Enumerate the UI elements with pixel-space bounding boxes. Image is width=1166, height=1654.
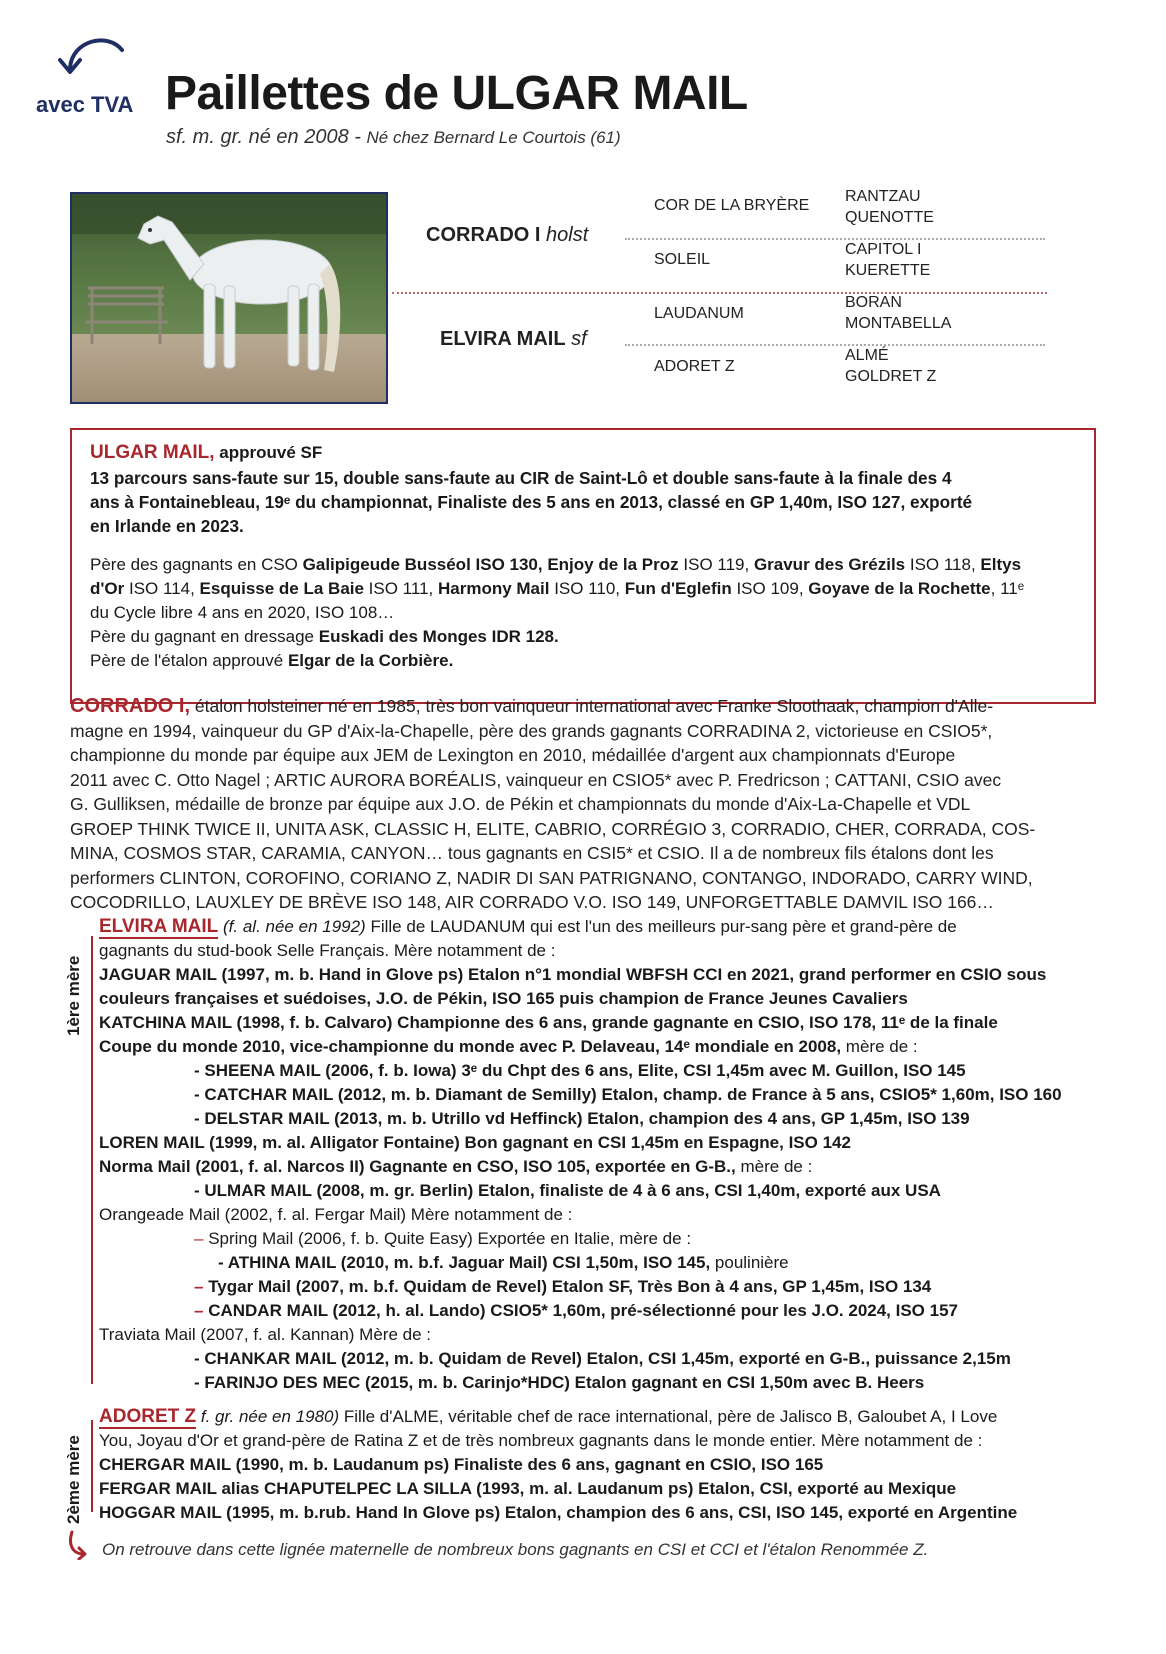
grandparent-4: ADORET Z: [654, 358, 735, 375]
offspring-traviata-mail: Traviata Mail (2007, f. al. Kannan) Mère de :: [99, 1325, 431, 1344]
offspring-katchina-mail-cont: [99, 1035, 918, 1060]
text: Norma Mail (2001, f. al. Narcos II) Gagnante en CSO, ISO 105, exportée en G-B.,: [99, 1157, 736, 1176]
pedigree-sire: [426, 224, 588, 247]
text: Galipigeude Busséol ISO 130, Enjoy de la Proz: [302, 555, 679, 574]
grand-offspring-catchar-mail: - CATCHAR MAIL (2012, m. b. Diamant de Semilly) Etalon, champ. de France à 5 ans, CSIO5* 1,60m, ISO 160: [194, 1085, 1062, 1104]
grand-offspring-chankar-mail: - CHANKAR MAIL (2012, m. b. Quidam de Revel) Etalon, CSI 1,45m, exporté en G-B., puissance 2,15m: [194, 1349, 1011, 1368]
subtitle-main: sf. m. gr. né en 2008 -: [166, 126, 361, 148]
first-dam-bar: [91, 936, 93, 1384]
text: MINA, COSMOS STAR, CARAMIA, CANYON… tous gagnants en CSI5* et CSIO. Il a de nombreux fils étalons dont les: [70, 843, 994, 863]
text: Elgar de la Corbière.: [287, 651, 454, 670]
first-dam-label: 1ère mère: [64, 955, 83, 1036]
box-name: ULGAR MAIL,: [90, 442, 215, 463]
grand-offspring-tygar-mail: – Tygar Mail (2007, m. b.f. Quidam de Revel) Etalon SF, Très Bon à 4 ans, GP 1,45m, ISO 134: [194, 1277, 932, 1296]
box-offspring-line: [90, 577, 1024, 601]
text: mère de :: [735, 1157, 813, 1176]
curved-arrow-icon: [66, 1530, 94, 1560]
box-performance-line: ans à Fontainebleau, 19ᵉ du championnat, Finaliste des 5 ans en 2013, classé en GP 1,40m, ISO 127, exporté: [90, 492, 973, 512]
sire-name: CORRADO I: [426, 224, 541, 246]
subtitle-breeder: Né chez Bernard Le Courtois (61): [366, 128, 621, 147]
great-grandparent-8: GOLDRET Z: [845, 368, 937, 385]
great-grandparent-6: MONTABELLA: [845, 315, 952, 332]
text: Fille d'ALME, véritable chef de race international, père de Jalisco B, Galoubet A, I Love: [343, 1407, 998, 1426]
text: - ATHINA MAIL (2010, m. b.f. Jaguar Mail) CSI 1,50m, ISO 145,: [218, 1253, 711, 1272]
text: G. Gulliksen, médaille de bronze par équipe aux J.O. de Pékin et championnats du monde d'Aix-La-Chapelle et VDL: [70, 794, 971, 814]
pedigree-divider: [625, 238, 1045, 240]
grand-offspring-candar-mail: – CANDAR MAIL (2012, h. al. Lando) CSIO5* 1,60m, pré-sélectionné pour les J.O. 2024, ISO 157: [194, 1301, 958, 1320]
grand-offspring-ulmar-mail: - ULMAR MAIL (2008, m. gr. Berlin) Etalon, finaliste de 4 à 6 ans, CSI 1,40m, exporté aux USA: [194, 1181, 941, 1200]
dam-name: ELVIRA MAIL: [440, 328, 566, 350]
offspring-jaguar-mail: JAGUAR MAIL (1997, m. b. Hand in Glove ps) Etalon n°1 mondial WBFSH CCI en 2021, grand performer en CSIO sous: [99, 965, 1047, 984]
grand-offspring-delstar-mail: - DELSTAR MAIL (2013, m. b. Utrillo vd Heffinck) Etalon, champion des 4 ans, GP 1,45m, ISO 139: [194, 1109, 970, 1128]
text: GROEP THINK TWICE II, UNITA ASK, CLASSIC H, ELITE, CABRIO, CORRÉGIO 3, CORRADIO, CHER, CORRADA, COS-: [70, 818, 1036, 839]
great-grandparent-7: ALMÉ: [845, 347, 889, 364]
text: poulinière: [710, 1253, 789, 1272]
text: ISO 111,: [363, 579, 438, 598]
grand-offspring-sheena-mail: - SHEENA MAIL (2006, f. b. Iowa) 3ᵉ du Chpt des 6 ans, Elite, CSI 1,45m avec M. Guillon, ISO 145: [194, 1061, 966, 1080]
second-dam-name: ADORET Z: [99, 1406, 197, 1427]
offspring-katchina-mail: KATCHINA MAIL (1998, f. b. Calvaro) Championne des 6 ans, grande gagnante en CSIO, ISO 178, 11ᵉ de la finale: [99, 1013, 998, 1032]
text: (f. al. née en 1992): [223, 917, 366, 936]
corrado-paragraph: [70, 694, 1096, 915]
offspring-hoggar-mail: HOGGAR MAIL (1995, m. b.rub. Hand In Glove ps) Etalon, champion des 6 ans, CSI, ISO 145, exporté en Argentine: [99, 1503, 1018, 1522]
offspring-jaguar-mail-cont: couleurs françaises et suédoises, J.O. de Pékin, ISO 165 puis champion de France Jeunes Cavaliers: [99, 989, 908, 1008]
first-dam-line: gagnants du stud-book Selle Français. Mère notamment de :: [99, 941, 556, 960]
box-stallion-line: [90, 649, 453, 673]
text: , 11ᵉ: [990, 579, 1025, 598]
text: f. gr. née en 1980): [200, 1407, 340, 1426]
text: Tygar Mail (2007, m. b.f. Quidam de Revel) Etalon SF, Très Bon à 4 ans, GP 1,45m, ISO 134: [208, 1277, 932, 1296]
box-performance-line: 13 parcours sans-faute sur 15, double sans-faute au CIR de Saint-Lô et double sans-faute à la finale des 4: [90, 468, 952, 488]
text: Spring Mail (2006, f. b. Quite Easy) Exportée en Italie, mère de :: [208, 1229, 692, 1248]
text: mère de :: [841, 1037, 918, 1056]
grand-offspring-farinjo-des-mec: - FARINJO DES MEC (2015, m. b. Carinjo*HDC) Etalon gagnant en CSI 1,50m avec B. Heers: [194, 1373, 925, 1392]
offspring-loren-mail: LOREN MAIL (1999, m. al. Alligator Fontaine) Bon gagnant en CSI 1,45m en Espagne, ISO 142: [99, 1133, 851, 1152]
great-grandparent-4: KUERETTE: [845, 262, 931, 279]
text: Harmony Mail: [437, 579, 550, 598]
second-dam-bar: [91, 1420, 93, 1512]
text: magne en 1994, vainqueur du GP d'Aix-la-Chapelle, père des grands gagnants CORRADINA 2, victorieuse en CSIO5*,: [70, 720, 993, 741]
grandparent-2: SOLEIL: [654, 251, 711, 268]
text: Coupe du monde 2010, vice-championne du monde avec P. Delaveau, 14ᵉ mondiale en 2008,: [99, 1037, 842, 1056]
text: étalon holsteiner né en 1985, très bon vainqueur international avec Franke Sloothaak, champion d'Alle-: [194, 696, 994, 716]
text: Esquisse de La Baie: [199, 579, 364, 598]
text: CANDAR MAIL (2012, h. al. Lando) CSIO5* 1,60m, pré-sélectionné pour les J.O. 2024, ISO 157: [208, 1301, 958, 1320]
sire-studbook: holst: [546, 224, 589, 246]
text: Gravur des Grézils: [753, 555, 906, 574]
text: Fille de LAUDANUM qui est l'un des meilleurs pur-sang père et grand-père de: [370, 917, 957, 936]
text: d'Or: [90, 579, 125, 598]
text: Eltys: [980, 555, 1022, 574]
page-title: Paillettes de ULGAR MAIL: [165, 67, 748, 120]
text: championne du monde par équipe aux JEM de Lexington en 2010, médaillée d'argent aux championnats d'Europe: [70, 745, 956, 765]
text: Euskadi des Monges IDR 128.: [318, 627, 559, 646]
text: Père des gagnants en CSO: [90, 555, 303, 574]
box-status: approuvé SF: [219, 443, 323, 462]
subtitle: [166, 126, 621, 149]
first-dam-name: ELVIRA MAIL: [99, 916, 219, 937]
great-grand-offspring-athina-mail: [218, 1251, 789, 1276]
text: ISO 118,: [905, 555, 981, 574]
text: ISO 119,: [678, 555, 754, 574]
horse-photo: [70, 192, 388, 404]
pedigree-divider-main: [392, 292, 1047, 294]
curved-arrow-icon: [58, 30, 130, 80]
box-offspring-line: [90, 553, 1021, 577]
box-dressage-line: [90, 625, 559, 649]
pedigree-divider: [625, 344, 1045, 346]
box-heading: [90, 441, 322, 465]
great-grandparent-1: RANTZAU: [845, 188, 921, 205]
text: Père du gagnant en dressage: [90, 627, 319, 646]
box-performance-line: en Irlande en 2023.: [90, 516, 244, 536]
offspring-orangeade-mail: Orangeade Mail (2002, f. al. Fergar Mail) Mère notamment de :: [99, 1205, 573, 1224]
pedigree-dam: [440, 328, 587, 351]
great-grandparent-2: QUENOTTE: [845, 209, 934, 226]
grand-offspring-spring-mail: – Spring Mail (2006, f. b. Quite Easy) Exportée en Italie, mère de :: [194, 1229, 692, 1248]
great-grandparent-5: BORAN: [845, 294, 902, 311]
text: COCODRILLO, LAUXLEY DE BRÈVE ISO 148, AIR CORRADO V.O. ISO 149, UNFORGETTABLE DAMVIL ISO 166…: [70, 892, 994, 912]
text: performers CLINTON, COROFINO, CORIANO Z, NADIR DI SAN PATRIGNANO, CONTANGO, INDORADO, CARRY WIND,: [70, 867, 1033, 888]
text: ISO 110,: [549, 579, 625, 598]
text: 2011 avec C. Otto Nagel ; ARTIC AURORA BORÉALIS, vainqueur en CSIO5* avec P. Fredricson ; CATTANI, CSIO avec: [70, 769, 1002, 790]
second-dam-label: 2ème mère: [64, 1435, 83, 1524]
offspring-chergar-mail: CHERGAR MAIL (1990, m. b. Laudanum ps) Finaliste des 6 ans, gagnant en CSIO, ISO 165: [99, 1455, 824, 1474]
great-grandparent-3: CAPITOL I: [845, 241, 922, 258]
text: Fun d'Eglefin: [624, 579, 732, 598]
second-dam-intro: [99, 1405, 997, 1430]
offspring-fergar-mail: FERGAR MAIL alias CHAPUTELPEC LA SILLA (1993, m. al. Laudanum ps) Etalon, CSI, exporté au Mexique: [99, 1479, 957, 1498]
grandparent-3: LAUDANUM: [654, 305, 744, 322]
grandparent-1: COR DE LA BRYÈRE: [654, 197, 810, 214]
first-dam-intro: [99, 915, 957, 940]
second-dam-line: You, Joyau d'Or et grand-père de Ratina Z et de très nombreux gagnants dans le monde entier. Mère notamment de :: [99, 1431, 983, 1450]
text: Goyave de la Rochette: [808, 579, 991, 598]
text: ISO 109,: [731, 579, 809, 598]
box-offspring-line: du Cycle libre 4 ans en 2020, ISO 108…: [90, 603, 395, 622]
corrado-name: CORRADO I,: [70, 695, 190, 717]
footer-note: On retrouve dans cette lignée maternelle de nombreux bons gagnants en CSI et CCI et l'étalon Renommée Z.: [102, 1540, 929, 1559]
text: Père de l'étalon approuvé: [90, 651, 288, 670]
dam-studbook: sf: [571, 328, 587, 350]
tva-label: avec TVA: [36, 92, 134, 117]
offspring-norma-mail: [99, 1155, 812, 1180]
text: ISO 114,: [124, 579, 200, 598]
